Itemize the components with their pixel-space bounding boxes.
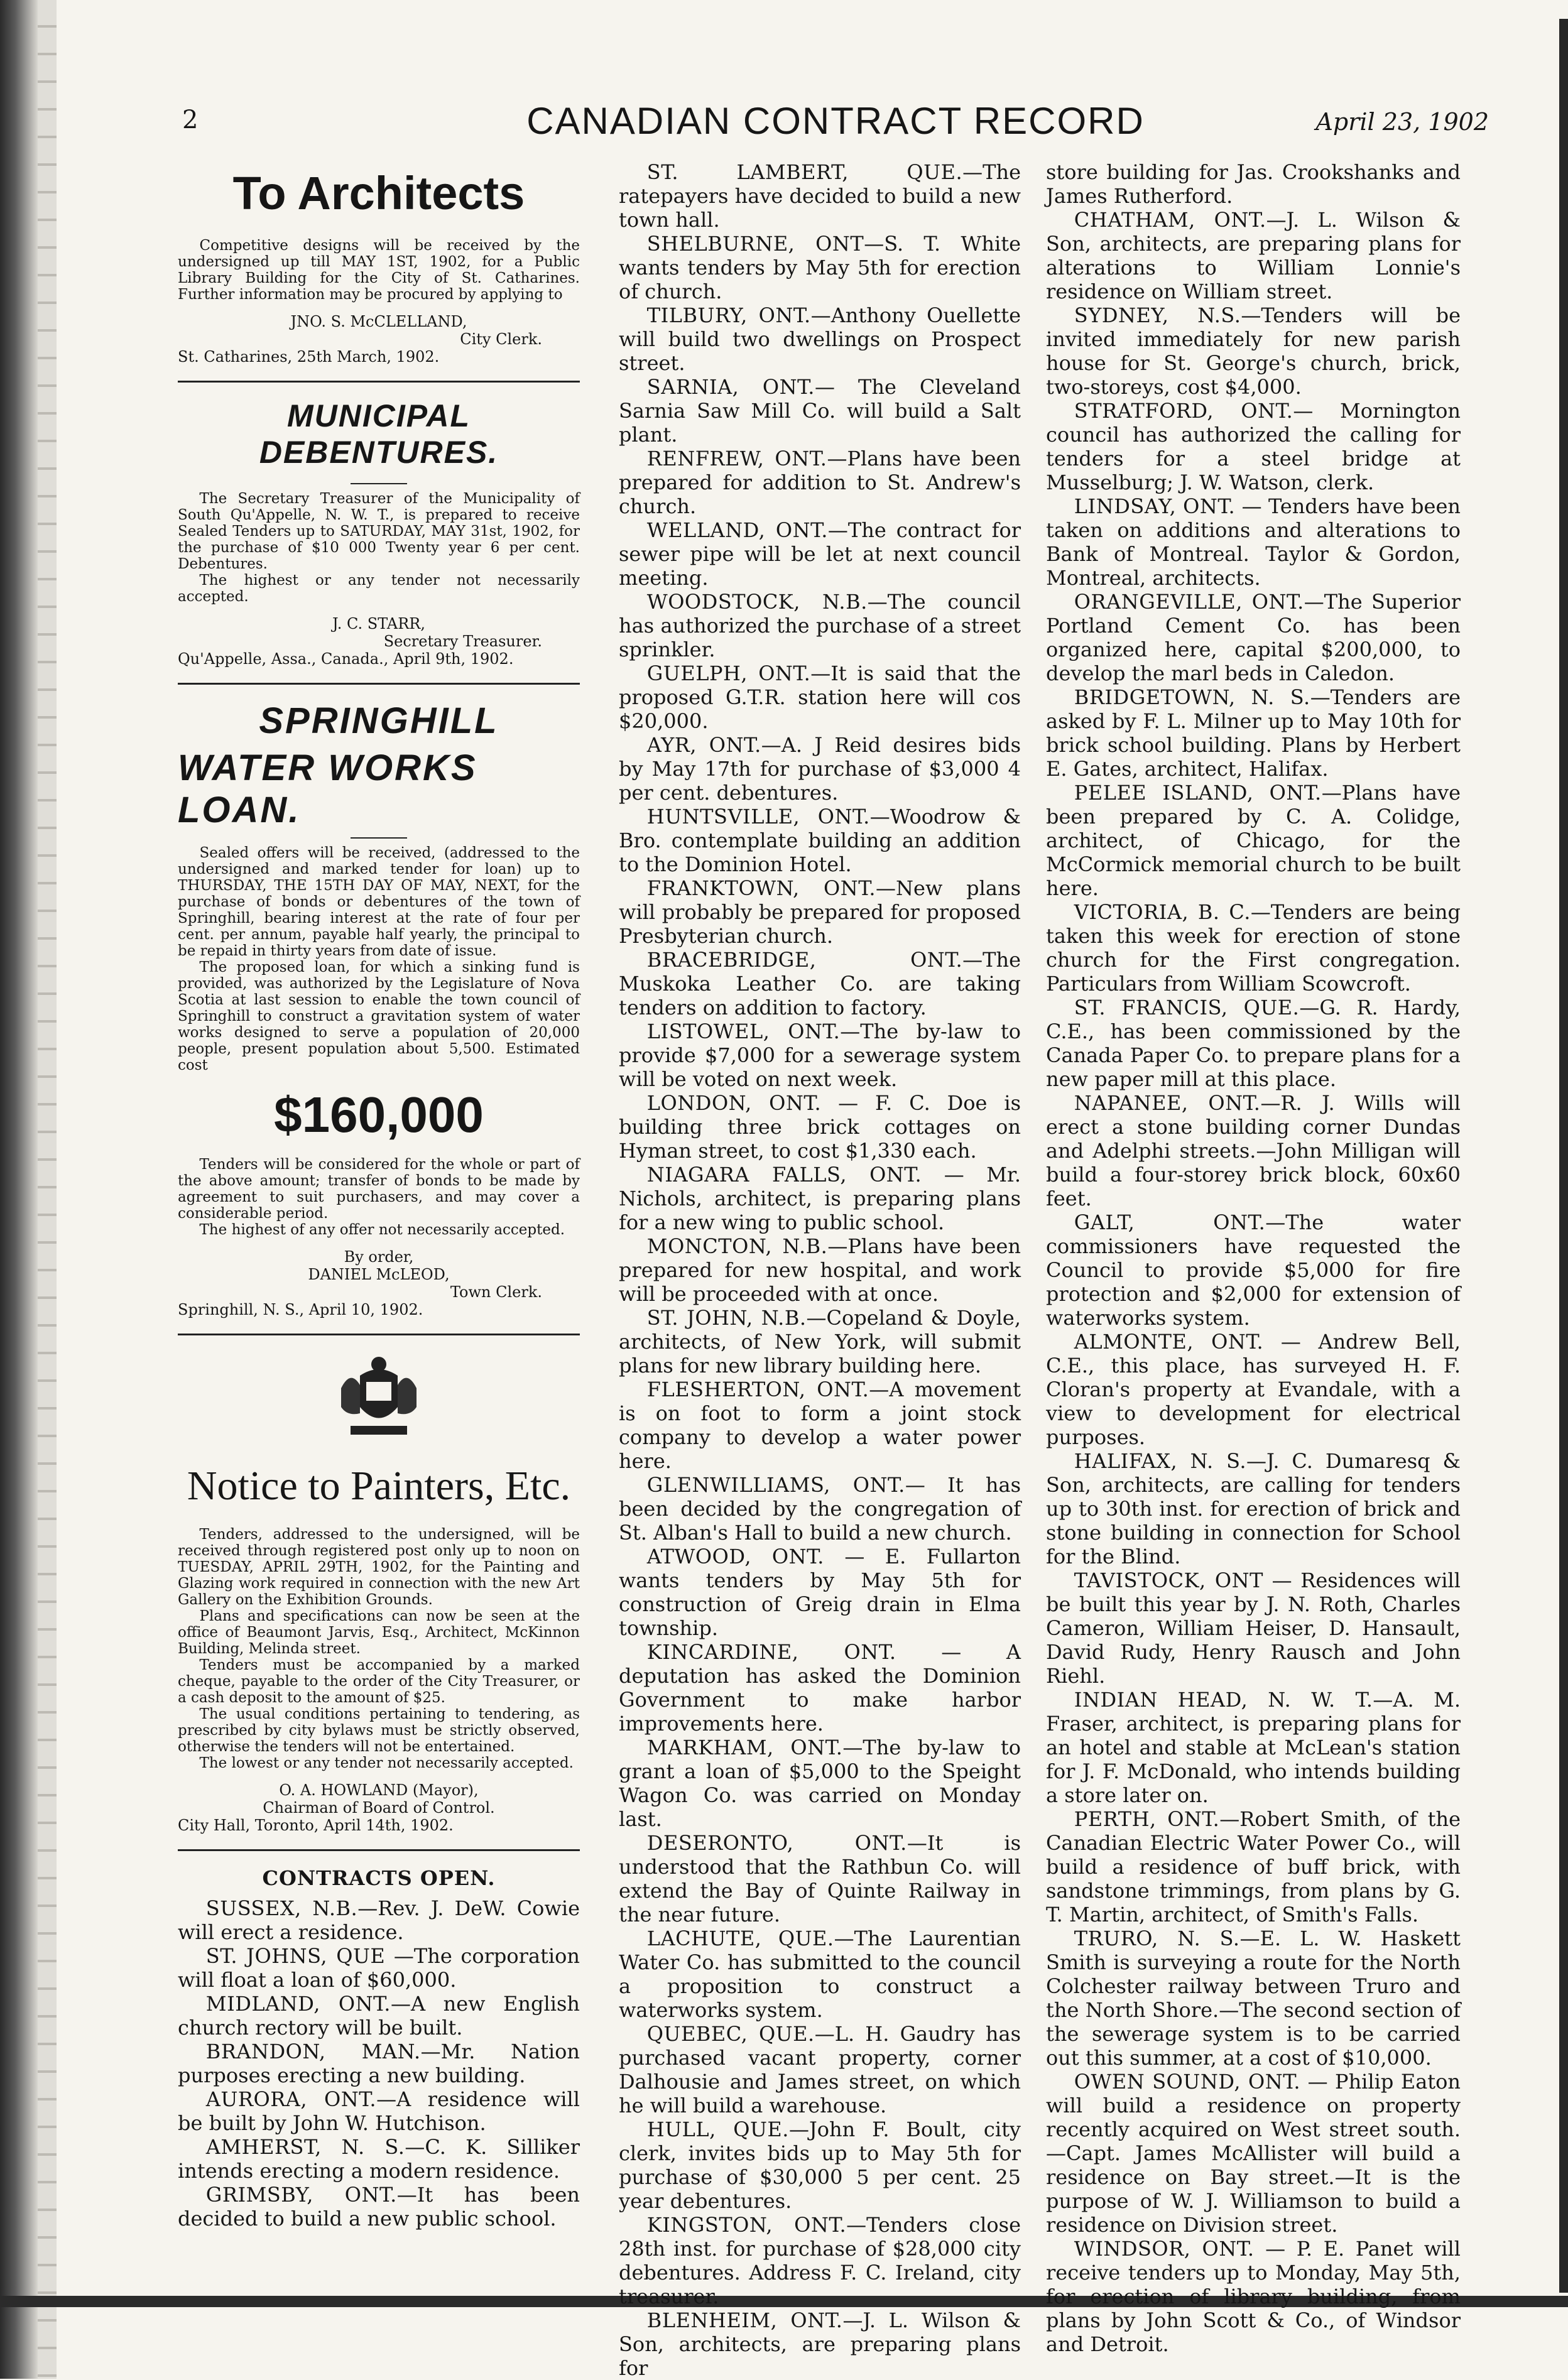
news-item-text: — It has been decided by the congregation of St. Alban's Hall to build a new church. xyxy=(619,1473,1021,1545)
news-item-place: GRIMSBY, ONT. xyxy=(205,2183,397,2207)
painters-place-date: City Hall, Toronto, April 14th, 1902. xyxy=(178,1817,454,1834)
news-item-place: VICTORIA, B. C. xyxy=(1074,900,1251,924)
news-item-place: LONDON, ONT. xyxy=(646,1091,822,1115)
debentures-signer: J. C. STARR, xyxy=(332,615,426,633)
news-item-place: TILBURY, ONT. xyxy=(646,303,811,327)
news-item-place: MARKHAM, ONT. xyxy=(646,1736,843,1759)
news-item-place: BRACEBRIDGE, ONT. xyxy=(646,948,963,972)
divider xyxy=(178,1849,580,1851)
news-item xyxy=(1046,1449,1461,1568)
news-item-text: — Tenders have been taken on additions and alterations to Bank of Montreal. Taylor & Gordon, Montreal, architects. xyxy=(1046,494,1461,590)
news-item-place: ORANGEVILLE, ONT. xyxy=(1074,590,1304,614)
contracts-open-heading: CONTRACTS OPEN. xyxy=(262,1866,496,1890)
column-news-right xyxy=(1046,160,1461,2356)
news-item-text: — Philip Eaton will build a residence on property recently acquired on West street south.—Capt. James McAllister will build a residence on Bay street.—It is the purpose of W. J. Williamson to build a residence on Division street. xyxy=(1046,2070,1461,2237)
news-item-place: BRIDGETOWN, N. S. xyxy=(1074,685,1310,709)
news-item xyxy=(619,1019,1021,1091)
news-item xyxy=(1046,160,1461,208)
news-item-text: — E. Fullarton wants tenders by May 5th for construction of Greig drain in Elma township. xyxy=(619,1545,1021,1640)
divider xyxy=(178,1334,580,1335)
news-item-text: —Tenders will be invited immediately for new parish house for St. George's church, brick, two-storeys, cost $4,000. xyxy=(1046,303,1461,399)
news-item-place: ATWOOD, ONT. xyxy=(646,1545,824,1568)
news-item-place: SARNIA, ONT. xyxy=(646,375,815,399)
news-item-text: —A residence will be built by John W. Hutchison. xyxy=(178,2087,580,2135)
news-item-text: —E. L. W. Haskett Smith is surveying a route for the North Colchester railway between Truro and the North Shore.—The second section of the sewerage system is to be carried out this summer, at a cost of $10,000. xyxy=(1046,1926,1461,2070)
news-item xyxy=(619,2308,1021,2380)
news-item-text: —The Muskoka Leather Co. are taking tenders on addition to factory. xyxy=(619,948,1021,1019)
page-number: 2 xyxy=(182,106,199,134)
news-item-text: — Residences will be built this year by J. N. Roth, Charles Cameron, William Heiser, D. Hansault, David Rudy, Henry Rausch and John Riehl. xyxy=(1046,1568,1461,1688)
news-item-text: —Woodrow & Bro. contemplate building an addition to the Dominion Hotel. xyxy=(619,805,1021,876)
news-item xyxy=(619,1736,1021,1831)
news-item-text: —Plans have been prepared by C. A. Colidge, architect, of Chicago, for the McCormick memorial church to be built here. xyxy=(1046,781,1461,900)
news-item-place: PELEE ISLAND, ONT. xyxy=(1074,781,1322,805)
news-item-text: —G. R. Hardy, C.E., has been commissioned by the Canada Paper Co. to prepare plans for a new paper mill at this place. xyxy=(1046,996,1461,1091)
news-item-text: —It is said that the proposed G.T.R. station here will cos $20,000. xyxy=(619,661,1021,733)
news-item xyxy=(619,303,1021,375)
news-item xyxy=(1046,1091,1461,1210)
news-item-text: —J. L. Wilson & Son, architects, are preparing plans for alterations to William Lonnie's residence on William street. xyxy=(1046,208,1461,303)
divider xyxy=(178,381,580,383)
news-item xyxy=(619,2022,1021,2117)
news-item xyxy=(1046,1926,1461,2070)
news-item-place: KINCARDINE, ONT. xyxy=(646,1640,896,1664)
news-item xyxy=(1046,2237,1461,2356)
news-item-place: SYDNEY, N.S. xyxy=(1074,303,1241,327)
news-item xyxy=(1046,996,1461,1091)
news-item xyxy=(619,1473,1021,1545)
news-item xyxy=(1046,494,1461,590)
news-item xyxy=(619,447,1021,518)
news-item-place: HULL, QUE. xyxy=(646,2117,789,2141)
news-item-place: LACHUTE, QUE. xyxy=(646,1926,834,1950)
springhill-signer-title: Town Clerk. xyxy=(450,1283,542,1301)
news-item xyxy=(619,876,1021,948)
news-item-text: — F. C. Doe is building three brick cottages on Hyman street, to cost $1,330 each. xyxy=(619,1091,1021,1163)
news-item-text: —It has been decided to build a new public school. xyxy=(178,2183,580,2231)
news-item-text: —The Superior Portland Cement Co. has been organized here, capital $200,000, to develop the marl beds in Caledon. xyxy=(1046,590,1461,685)
springhill-notice xyxy=(178,700,580,1318)
springhill-note: The highest of any offer not necessarily accepted. xyxy=(199,1222,565,1238)
news-item xyxy=(178,2183,580,2231)
painters-heading: Notice to Painters, Etc. xyxy=(187,1463,571,1509)
column-news-middle xyxy=(619,160,1021,2380)
news-item-place: ST. LAMBERT, QUE. xyxy=(646,160,963,184)
painters-body-3: Tenders must be accompanied by a marked cheque, payable to the order of the City Treasurer, or a cash deposit to the amount of $25. xyxy=(178,1657,580,1706)
news-item-text: —S. T. White wants tenders by May 5th for erection of church. xyxy=(619,232,1021,303)
news-item xyxy=(1046,2070,1461,2237)
painters-body-4: The usual conditions pertaining to tendering, as prescribed by city bylaws must be strictly observed, otherwise the tenders will not be entertained. xyxy=(178,1706,580,1755)
springhill-signer: DANIEL McLEOD, xyxy=(308,1266,450,1283)
news-item xyxy=(619,1091,1021,1163)
news-item-text: —The by-law to provide $7,000 for a sewerage system will be voted on next week. xyxy=(619,1019,1021,1091)
architects-body: Competitive designs will be received by the undersigned up till MAY 1ST, 1902, for a Public Library Building for the City of St. Catharines. Further information may be procured by applying to xyxy=(178,237,580,303)
springhill-body-3: Tenders will be considered for the whole or part of the above amount; transfer of bonds to be made by agreement to suit purchasers, and may cover a considerable period. xyxy=(178,1156,580,1222)
news-item-place: AURORA, ONT. xyxy=(205,2087,377,2111)
news-item-text: —A movement is on foot to form a joint stock company to develop a water power here. xyxy=(619,1377,1021,1473)
news-item-place: INDIAN HEAD, N. W. T. xyxy=(1074,1688,1373,1712)
news-item-text: — Mornington council has authorized the calling for tenders for a steel bridge at Musselburg; J. W. Watson, clerk. xyxy=(1046,399,1461,494)
architects-signer-title: City Clerk. xyxy=(460,330,542,348)
news-item-text: —R. J. Wills will erect a stone building corner Dundas and Adelphi streets.—John Milligan will build a four-storey brick block, 60x60 feet. xyxy=(1046,1091,1461,1210)
news-item-place: LISTOWEL, ONT. xyxy=(646,1019,841,1043)
news-item-text: —The contract for sewer pipe will be let at next council meeting. xyxy=(619,518,1021,590)
publication-title: CANADIAN CONTRACT RECORD xyxy=(526,100,1145,142)
news-item-place: RENFREW, ONT. xyxy=(646,447,827,470)
news-item-text: — Mr. Nichols, architect, is preparing plans for a new wing to public school. xyxy=(619,1163,1021,1234)
news-item-place: GLENWILLIAMS, ONT. xyxy=(646,1473,905,1497)
news-item xyxy=(619,1640,1021,1736)
toronto-coat-of-arms-icon xyxy=(178,1350,580,1447)
news-item-text: —Anthony Ouellette will build two dwellings on Prospect street. xyxy=(619,303,1021,375)
news-item-place: CHATHAM, ONT. xyxy=(1074,208,1266,232)
news-item-place: BLENHEIM, ONT. xyxy=(646,2308,843,2332)
architects-place-date: St. Catharines, 25th March, 1902. xyxy=(178,348,440,366)
news-item-place: AMHERST, N. S. xyxy=(205,2135,405,2159)
news-item-text: —A. M. Fraser, architect, is preparing plans for an hotel and stable at McLean's station for J. F. McDonald, who intends building a store later on. xyxy=(1046,1688,1461,1807)
news-item-place: DESERONTO, ONT. xyxy=(646,1831,907,1855)
news-item xyxy=(619,1831,1021,1926)
divider xyxy=(178,683,580,685)
book-binding-shadow xyxy=(0,0,38,2379)
short-rule xyxy=(351,483,407,484)
news-item-place: FLESHERTON, ONT. xyxy=(646,1377,869,1401)
news-item xyxy=(619,160,1021,232)
news-item xyxy=(1046,1330,1461,1449)
springhill-heading-1: SPRINGHILL xyxy=(259,700,499,741)
news-item-place: WOODSTOCK, N.B. xyxy=(646,590,868,614)
news-item xyxy=(1046,1807,1461,1926)
debentures-body: The Secretary Treasurer of the Municipality of South Qu'Appelle, N. W. T., is prepared to receive Sealed Tenders up to SATURDAY, MAY 31st, 1902, for the purchase of $10 000 Twenty year 6 per cent. Debentures. xyxy=(178,491,580,572)
news-item xyxy=(1046,1568,1461,1688)
news-item-text: —The water commissioners have requested the Council to provide $5,000 for fire protection and $2,000 for extension of waterworks system. xyxy=(1046,1210,1461,1330)
news-item-text: —The by-law to grant a loan of $5,000 to the Speight Wagon Co. was carried on Monday last. xyxy=(619,1736,1021,1831)
news-item xyxy=(619,1306,1021,1377)
news-item xyxy=(178,2040,580,2087)
news-item-place: ST. JOHN, N.B. xyxy=(646,1306,807,1330)
news-item xyxy=(178,2135,580,2183)
news-item xyxy=(178,1944,580,1992)
painters-notice xyxy=(178,1350,580,1834)
springhill-place-date: Springhill, N. S., April 10, 1902. xyxy=(178,1301,423,1318)
news-item-place: ST. JOHNS, QUE xyxy=(205,1944,386,1968)
news-list-right xyxy=(1046,160,1461,2356)
springhill-body-2: The proposed loan, for which a sinking fund is provided, was authorized by the Legislature of Nova Scotia at last session to enable the town council of Springhill to construct a gravitation system of water works designed to serve a population of 20,000 people, present population about 5,500. Estimated cost xyxy=(178,959,580,1073)
news-item xyxy=(619,232,1021,303)
springhill-amount: $160,000 xyxy=(274,1087,484,1143)
news-item xyxy=(1046,781,1461,900)
news-item-place: TRURO, N. S. xyxy=(1074,1926,1240,1950)
news-item-text: —Copeland & Doyle, architects, of New York, will submit plans for new library building here. xyxy=(619,1306,1021,1377)
news-item-text: —J. L. Wilson & Son, architects, are preparing plans for xyxy=(619,2308,1021,2380)
news-item xyxy=(1046,685,1461,781)
news-item xyxy=(619,2213,1021,2308)
news-item xyxy=(619,948,1021,1019)
news-item xyxy=(619,2117,1021,2213)
news-item-text: —Plans have been prepared for new hospital, and work will be proceeded with at once. xyxy=(619,1234,1021,1306)
news-item-place: TAVISTOCK, ONT xyxy=(1074,1568,1263,1592)
news-item-text: —C. K. Silliker intends erecting a modern residence. xyxy=(178,2135,580,2183)
news-item-place: MONCTON, N.B. xyxy=(646,1234,828,1258)
painters-note: The lowest or any tender not necessarily accepted. xyxy=(199,1755,574,1771)
issue-date: April 23, 1902 xyxy=(1315,108,1489,136)
news-item xyxy=(619,1377,1021,1473)
news-item-place: LINDSAY, ONT. xyxy=(1074,494,1236,518)
news-item-place: KINGSTON, ONT. xyxy=(646,2213,847,2237)
news-item-place: ALMONTE, ONT. xyxy=(1074,1330,1264,1354)
architects-signer: JNO. S. McCLELLAND, xyxy=(290,313,467,330)
news-item xyxy=(1046,590,1461,685)
news-item-place: GALT, ONT. xyxy=(1074,1210,1266,1234)
news-item xyxy=(178,1992,580,2040)
news-item-text: — A deputation has asked the Dominion Government to make harbor improvements here. xyxy=(619,1640,1021,1736)
debentures-notice xyxy=(178,398,580,668)
painters-signer-title: Chairman of Board of Control. xyxy=(263,1799,495,1817)
contracts-open xyxy=(178,1866,580,2231)
news-item-place: WINDSOR, ONT. xyxy=(1074,2237,1255,2261)
debentures-place-date: Qu'Appelle, Assa., Canada., April 9th, 1902. xyxy=(178,650,514,668)
news-item-text: —New plans will probably be prepared for proposed Presbyterian church. xyxy=(619,876,1021,948)
painters-signer: O. A. HOWLAND (Mayor), xyxy=(279,1781,479,1799)
news-item-text: — The Cleveland Sarnia Saw Mill Co. will build a Salt plant. xyxy=(619,375,1021,447)
news-item xyxy=(619,590,1021,661)
news-item-place: NAPANEE, ONT. xyxy=(1074,1091,1261,1115)
news-item xyxy=(619,1163,1021,1234)
news-item-text: —The ratepayers have decided to build a new town hall. xyxy=(619,160,1021,232)
news-item xyxy=(178,2087,580,2135)
news-item-place: HALIFAX, N. S. xyxy=(1074,1449,1247,1473)
news-item-text: —Tenders are asked by F. L. Milner up to May 10th for brick school building. Plans by Herbert E. Gates, architect, Halifax. xyxy=(1046,685,1461,781)
news-item-place: MIDLAND, ONT. xyxy=(205,1992,391,2016)
news-item-text: —Rev. J. DeW. Cowie will erect a residence. xyxy=(178,1896,580,1944)
column-advertisements xyxy=(178,160,580,2271)
news-item xyxy=(619,375,1021,447)
news-item-place: QUEBEC, QUE. xyxy=(646,2022,815,2046)
architects-heading: To Architects xyxy=(232,167,525,219)
news-item xyxy=(1046,399,1461,494)
binding-edge xyxy=(38,0,57,2379)
news-item-text: —John F. Boult, city clerk, invites bids up to May 5th for purchase of $30,000 5 per cent. 25 year debentures. xyxy=(619,2117,1021,2213)
news-item-place: GUELPH, ONT. xyxy=(646,661,811,685)
news-item-place: HUNTSVILLE, ONT. xyxy=(646,805,870,829)
news-item xyxy=(619,733,1021,805)
springhill-heading-2: WATER WORKS LOAN. xyxy=(178,747,477,830)
news-item-place: PERTH, ONT. xyxy=(1074,1807,1220,1831)
springhill-body: Sealed offers will be received, (addressed to the undersigned and marked tender for loan) up to THURSDAY, THE 15TH DAY OF MAY, NEXT, for the purchase of bonds or debentures of the town of Springhill, bearing interest at the rate of four per cent. per annum, payable half yearly, the principal to be repaid in thirty years from date of issue. xyxy=(178,845,580,959)
news-item-text: — Andrew Bell, C.E., this place, has surveyed H. F. Cloran's property at Evandale, with a view to development for electrical purposes. xyxy=(1046,1330,1461,1449)
news-item xyxy=(1046,1688,1461,1807)
news-item-place: SUSSEX, N.B. xyxy=(205,1896,358,1920)
contracts-open-list xyxy=(178,1896,580,2231)
news-item-text: —The corporation will float a loan of $60,000. xyxy=(178,1944,580,1992)
news-item-text: —A new English church rectory will be built. xyxy=(178,1992,580,2040)
news-item xyxy=(619,805,1021,876)
news-item xyxy=(619,518,1021,590)
news-item xyxy=(619,1926,1021,2022)
news-item-place: WELLAND, ONT. xyxy=(646,518,828,542)
news-item-text: —Robert Smith, of the Canadian Electric Water Power Co., will build a residence of buff brick, with sandstone trimmings, from plans by G. T. Martin, architect, of Smith's Falls. xyxy=(1046,1807,1461,1926)
news-item-place: ST. FRANCIS, QUE. xyxy=(1074,996,1300,1019)
news-item-place: OWEN SOUND, ONT. xyxy=(1074,2070,1301,2094)
news-item-text: —Plans have been prepared for addition to St. Andrew's church. xyxy=(619,447,1021,518)
springhill-by-order: By order, xyxy=(344,1248,414,1266)
short-rule xyxy=(351,837,407,839)
news-item-text: — P. E. Panet will receive tenders up to Monday, May 5th, for erection of library building, from plans by John Scott & Co., of Windsor and Detroit. xyxy=(1046,2237,1461,2356)
news-item-place: AYR, ONT. xyxy=(646,733,761,757)
news-item-text: —L. H. Gaudry has purchased vacant property, corner Dalhousie and James street, on which he will build a warehouse. xyxy=(619,2022,1021,2117)
news-item-text: —J. C. Dumaresq & Son, architects, are calling for tenders up to 30th inst. for erection of brick and stone building in connection for School for the Blind. xyxy=(1046,1449,1461,1568)
painters-body: Tenders, addressed to the undersigned, will be received through registered post only up to noon on TUESDAY, APRIL 29TH, 1902, for the Painting and Glazing work required in connection with the new Art Gallery on the Exhibition Grounds. xyxy=(178,1526,580,1608)
news-item-place: BRANDON, MAN. xyxy=(205,2040,421,2063)
news-item xyxy=(1046,303,1461,399)
news-item-text: —The Laurentian Water Co. has submitted to the council a proposition to construct a waterworks system. xyxy=(619,1926,1021,2022)
news-item-text: store building for Jas. Crookshanks and James Rutherford. xyxy=(1046,160,1461,208)
news-item xyxy=(619,661,1021,733)
architects-notice xyxy=(178,166,580,366)
news-item xyxy=(1046,900,1461,996)
news-item-text: —Tenders close 28th inst. for purchase of $28,000 city debentures. Address F. C. Ireland, city treasurer. xyxy=(619,2213,1021,2308)
news-item xyxy=(1046,1210,1461,1330)
news-item-place: FRANKTOWN, ONT. xyxy=(646,876,876,900)
debentures-note: The highest or any tender not necessarily accepted. xyxy=(178,572,580,605)
news-item-text: —Mr. Nation purposes erecting a new building. xyxy=(178,2040,580,2087)
page-right-edge xyxy=(1559,19,1568,2293)
news-item-place: SHELBURNE, ONT xyxy=(646,232,864,256)
news-item xyxy=(1046,208,1461,303)
debentures-signer-title: Secretary Treasurer. xyxy=(383,633,542,650)
news-item xyxy=(619,1545,1021,1640)
news-item-place: NIAGARA FALLS, ONT. xyxy=(646,1163,922,1187)
news-item xyxy=(619,1234,1021,1306)
news-item-text: —Tenders are being taken this week for erection of stone church for the First congregation. Particulars from William Scowcroft. xyxy=(1046,900,1461,996)
painters-body-2: Plans and specifications can now be seen at the office of Beaumont Jarvis, Esq., Architect, McKinnon Building, Melinda street. xyxy=(178,1608,580,1657)
debentures-heading: MUNICIPAL DEBENTURES. xyxy=(259,398,499,470)
news-item-text: —The council has authorized the purchase of a street sprinkler. xyxy=(619,590,1021,661)
news-item xyxy=(178,1896,580,1944)
news-list-middle xyxy=(619,160,1021,2380)
news-item-text: —It is understood that the Rathbun Co. will extend the Bay of Quinte Railway in the near future. xyxy=(619,1831,1021,1926)
news-item-text: —A. J Reid desires bids by May 17th for purchase of $3,000 4 per cent. debentures. xyxy=(619,733,1021,805)
news-item-place: STRATFORD, ONT. xyxy=(1074,399,1293,423)
page-header xyxy=(182,94,1489,151)
